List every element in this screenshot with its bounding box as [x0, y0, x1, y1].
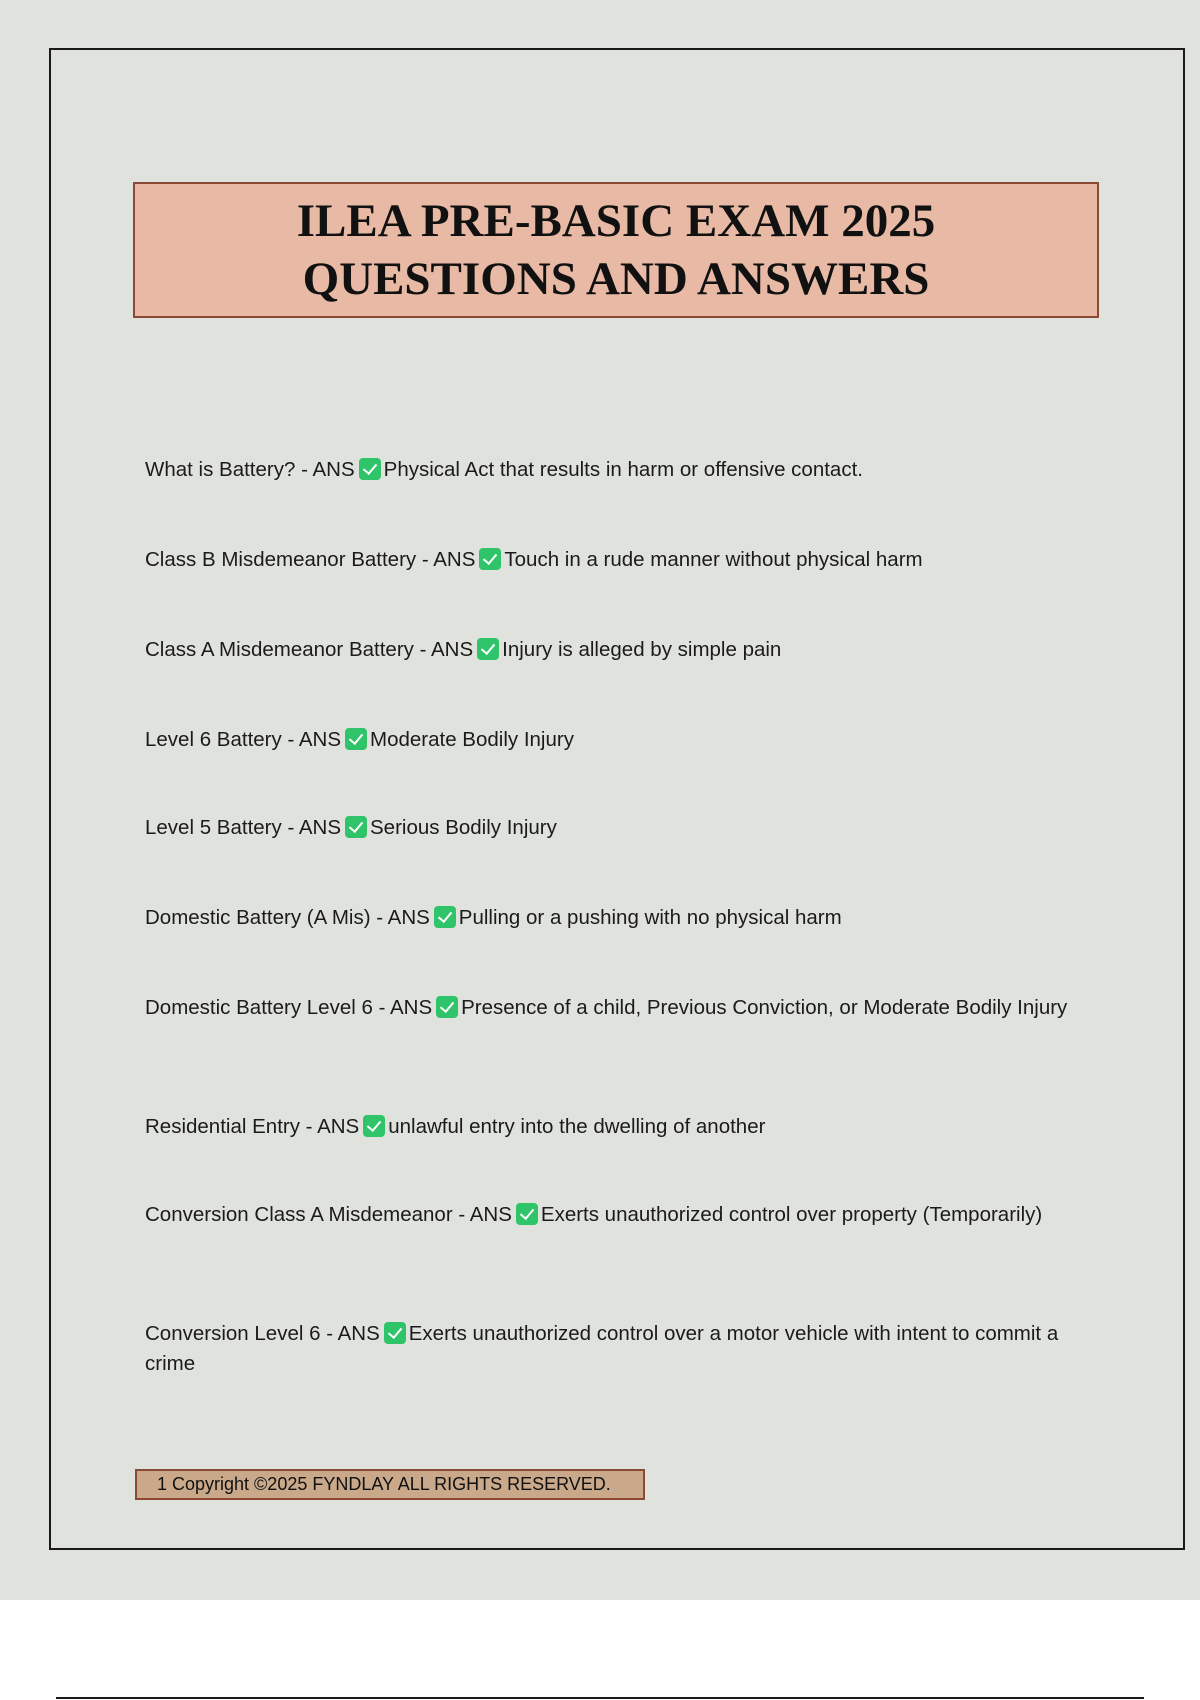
answer-text: Presence of a child, Previous Conviction, or Moderate Bodily Injury	[461, 996, 1068, 1019]
answer-marker: ANS	[298, 728, 341, 751]
question-text: What is Battery?	[145, 458, 296, 481]
qa-item: Domestic Battery (A Mis) - ANS Pulling or a pushing with no physical harm	[145, 906, 842, 929]
answer-text: Physical Act that results in harm or offensive contact.	[383, 458, 863, 481]
title-line-2: QUESTIONS AND ANSWERS	[302, 253, 930, 305]
question-text: Conversion Level 6	[145, 1322, 321, 1345]
qa-item: Residential Entry - ANS unlawful entry into the dwelling of another	[145, 1115, 766, 1138]
qa-item: Conversion Class A Misdemeanor - ANS Exerts unauthorized control over property (Temporarily)	[145, 1203, 1043, 1226]
answer-text: Exerts unauthorized control over a motor vehicle with intent to commit a crime	[145, 1322, 1059, 1375]
question-text: Domestic Battery Level 6	[145, 996, 373, 1019]
question-text: Level 6 Battery	[145, 728, 282, 751]
answer-marker: ANS	[298, 816, 341, 839]
answer-text: Injury is alleged by simple pain	[502, 638, 782, 661]
question-text: Domestic Battery (A Mis)	[145, 906, 371, 929]
qa-item: Class A Misdemeanor Battery - ANS Injury is alleged by simple pain	[145, 638, 782, 661]
answer-text: Exerts unauthorized control over property (Temporarily)	[540, 1203, 1043, 1226]
check-box-icon	[363, 1115, 385, 1137]
answer-marker: ANS	[387, 906, 430, 929]
qa-item: Domestic Battery Level 6 - ANS Presence of a child, Previous Conviction, or Moderate Bodily Injury	[145, 996, 1068, 1019]
answer-text: Moderate Bodily Injury	[370, 728, 574, 751]
title-line-1: ILEA PRE-BASIC EXAM 2025	[296, 195, 936, 247]
answer-text: Pulling or a pushing with no physical harm	[458, 906, 842, 929]
answer-text: unlawful entry into the dwelling of another	[388, 1115, 766, 1138]
title-banner	[133, 182, 1099, 318]
answer-marker: ANS	[433, 548, 476, 571]
bottom-divider	[56, 1697, 1144, 1699]
check-box-icon	[477, 638, 499, 660]
answer-marker: ANS	[317, 1115, 360, 1138]
qa-item: Level 6 Battery - ANS Moderate Bodily Injury	[145, 728, 574, 751]
question-text: Class A Misdemeanor Battery	[145, 638, 414, 661]
qa-item: Conversion Level 6 - ANS Exerts unauthorized control over a motor vehicle with intent to commit a crime	[145, 1322, 1059, 1375]
answer-marker: ANS	[431, 638, 474, 661]
qa-item: Level 5 Battery - ANS Serious Bodily Injury	[145, 816, 557, 839]
check-box-icon	[384, 1322, 406, 1344]
answer-text: Serious Bodily Injury	[370, 816, 557, 839]
check-box-icon	[345, 728, 367, 750]
check-box-icon	[359, 458, 381, 480]
qa-item: Class B Misdemeanor Battery - ANS Touch in a rude manner without physical harm	[145, 548, 923, 571]
question-text: Residential Entry	[145, 1115, 300, 1138]
question-text: Class B Misdemeanor Battery	[145, 548, 417, 571]
check-box-icon	[345, 816, 367, 838]
check-box-icon	[436, 996, 458, 1018]
question-text: Level 5 Battery	[145, 816, 282, 839]
question-text: Conversion Class A Misdemeanor	[145, 1203, 453, 1226]
qa-item: What is Battery? - ANS Physical Act that results in harm or offensive contact.	[145, 458, 863, 481]
check-box-icon	[479, 548, 501, 570]
answer-marker: ANS	[312, 458, 355, 481]
answer-text: Touch in a rude manner without physical harm	[504, 548, 923, 571]
check-box-icon	[516, 1203, 538, 1225]
copyright-footer: 1 Copyright ©2025 FYNDLAY ALL RIGHTS RESERVED.	[135, 1469, 645, 1500]
check-box-icon	[434, 906, 456, 928]
answer-marker: ANS	[337, 1322, 380, 1345]
answer-marker: ANS	[469, 1203, 512, 1226]
answer-marker: ANS	[389, 996, 433, 1019]
